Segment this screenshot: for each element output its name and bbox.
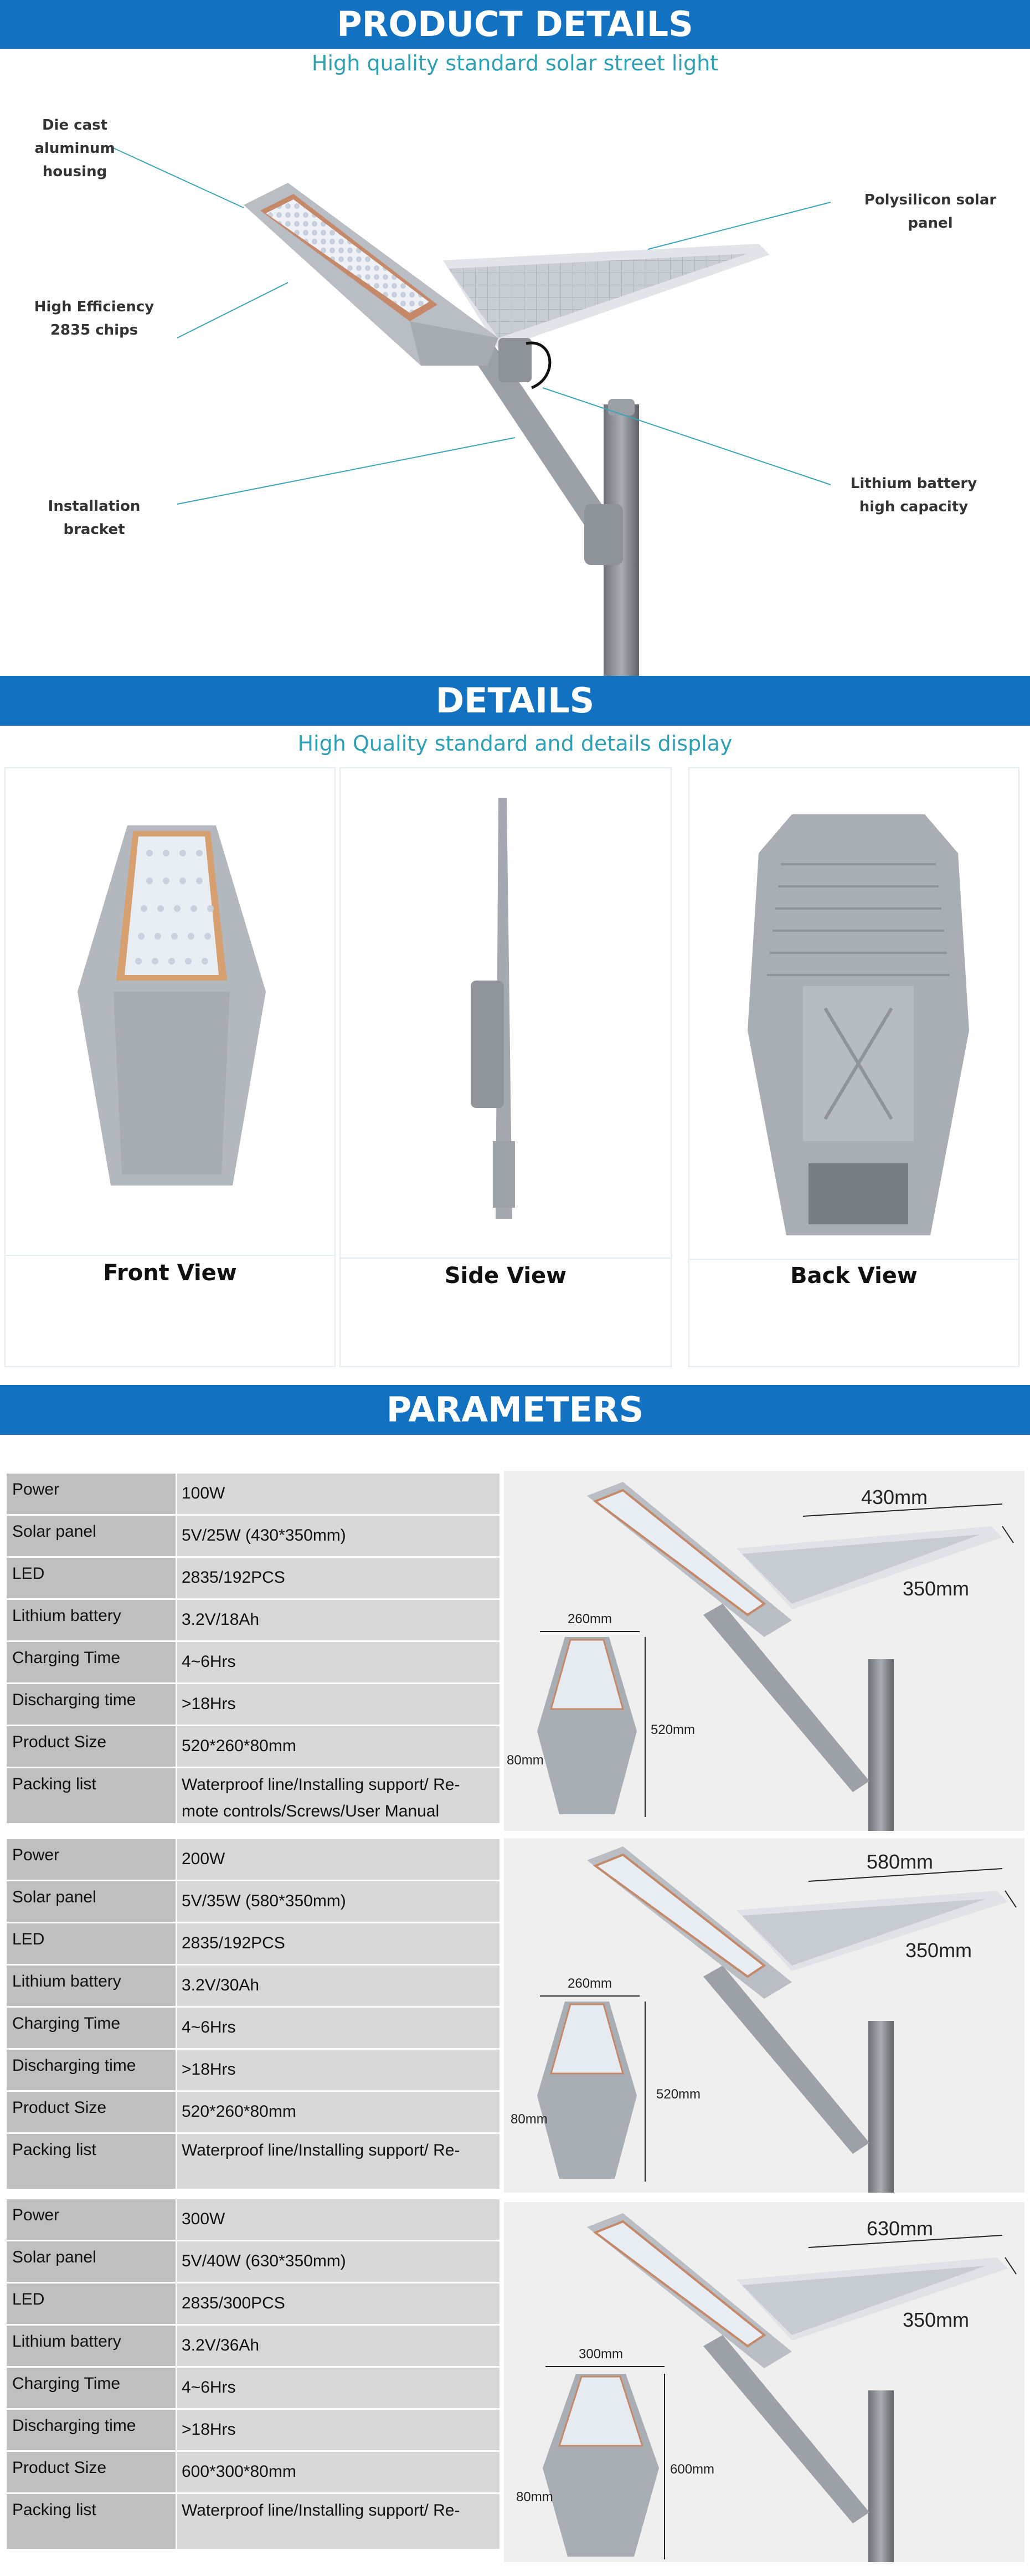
table-row: Lithium battery 3.2V/18Ah [7,1600,499,1642]
product-details-banner: PRODUCT DETAILS [0,0,1030,49]
table-row: Product Size 520*260*80mm [7,1726,499,1768]
table-row: Power 300W [7,2199,499,2241]
svg-text:600mm: 600mm [670,2462,715,2477]
table-row: Charging Time 4~6Hrs [7,2368,499,2410]
svg-text:80mm: 80mm [511,2112,548,2127]
back-view-image [748,809,969,1241]
table-row: Lithium battery 3.2V/30Ah [7,1966,499,2008]
table-row: Product Size 600*300*80mm [7,2452,499,2494]
table-row: Packing list Waterproof line/Installing support/ Re-mote controls/Screws/User Manual [7,1768,499,1825]
callout-housing: Die cast aluminum housing [34,117,115,180]
svg-text:430mm: 430mm [861,1486,928,1508]
front-view-image [61,814,282,1191]
table-row: Charging Time 4~6Hrs [7,1642,499,1684]
product-details-subtitle: High quality standard solar street light [311,51,719,75]
dimension-drawing-300w [504,2202,1024,2562]
svg-text:520mm: 520mm [656,2087,701,2102]
param-table-200w [7,1839,499,2190]
callout-battery: Lithium battery high capacity [850,475,977,515]
table-row: LED 2835/192PCS [7,1923,499,1966]
table-row: Lithium battery 3.2V/36Ah [7,2326,499,2368]
table-row: Packing list Waterproof line/Installing support/ Re- [7,2134,499,2190]
table-row: Discharging time >18Hrs [7,1684,499,1726]
svg-text:300mm: 300mm [579,2347,624,2362]
table-row: Discharging time >18Hrs [7,2410,499,2452]
svg-text:80mm: 80mm [516,2490,553,2505]
side-view-image [460,798,526,1224]
dimension-drawing-200w [504,1838,1024,2193]
svg-text:580mm: 580mm [867,1850,934,1873]
details-banner: DETAILS [0,676,1030,726]
svg-text:520mm: 520mm [651,1722,696,1737]
svg-text:350mm: 350mm [905,1939,972,1962]
back-view-label: Back View [790,1263,918,1289]
dimension-drawing-100w [504,1471,1024,1831]
param-table-100w [7,1474,499,1825]
svg-text:80mm: 80mm [507,1753,544,1768]
street-light-hero-illustration [0,78,1030,676]
front-view-label: Front View [103,1260,237,1286]
callout-panel: Polysilicon solar panel [864,192,997,232]
table-row: Solar panel 5V/35W (580*350mm) [7,1881,499,1923]
callout-chips: High Efficiency 2835 chips [34,299,154,338]
table-row: Product Size 520*260*80mm [7,2092,499,2134]
table-row: Solar panel 5V/40W (630*350mm) [7,2241,499,2283]
svg-text:630mm: 630mm [867,2217,934,2240]
param-table-300w [7,2199,499,2551]
table-row: LED 2835/300PCS [7,2283,499,2326]
table-row: Charging Time 4~6Hrs [7,2008,499,2050]
table-row: Packing list Waterproof line/Installing support/ Re- [7,2494,499,2551]
table-row: Power 100W [7,1474,499,1516]
details-subtitle: High Quality standard and details display [297,731,733,756]
svg-text:350mm: 350mm [903,1577,970,1600]
callout-bracket: Installation bracket [48,498,141,538]
table-row: Discharging time >18Hrs [7,2050,499,2092]
parameters-banner: PARAMETERS [0,1385,1030,1435]
side-view-label: Side View [444,1263,567,1289]
svg-text:260mm: 260mm [568,1612,612,1626]
table-row: LED 2835/192PCS [7,1558,499,1600]
svg-text:350mm: 350mm [903,2308,970,2331]
table-row: Solar panel 5V/25W (430*350mm) [7,1516,499,1558]
table-row: Power 200W [7,1839,499,1881]
svg-text:260mm: 260mm [568,1976,612,1991]
